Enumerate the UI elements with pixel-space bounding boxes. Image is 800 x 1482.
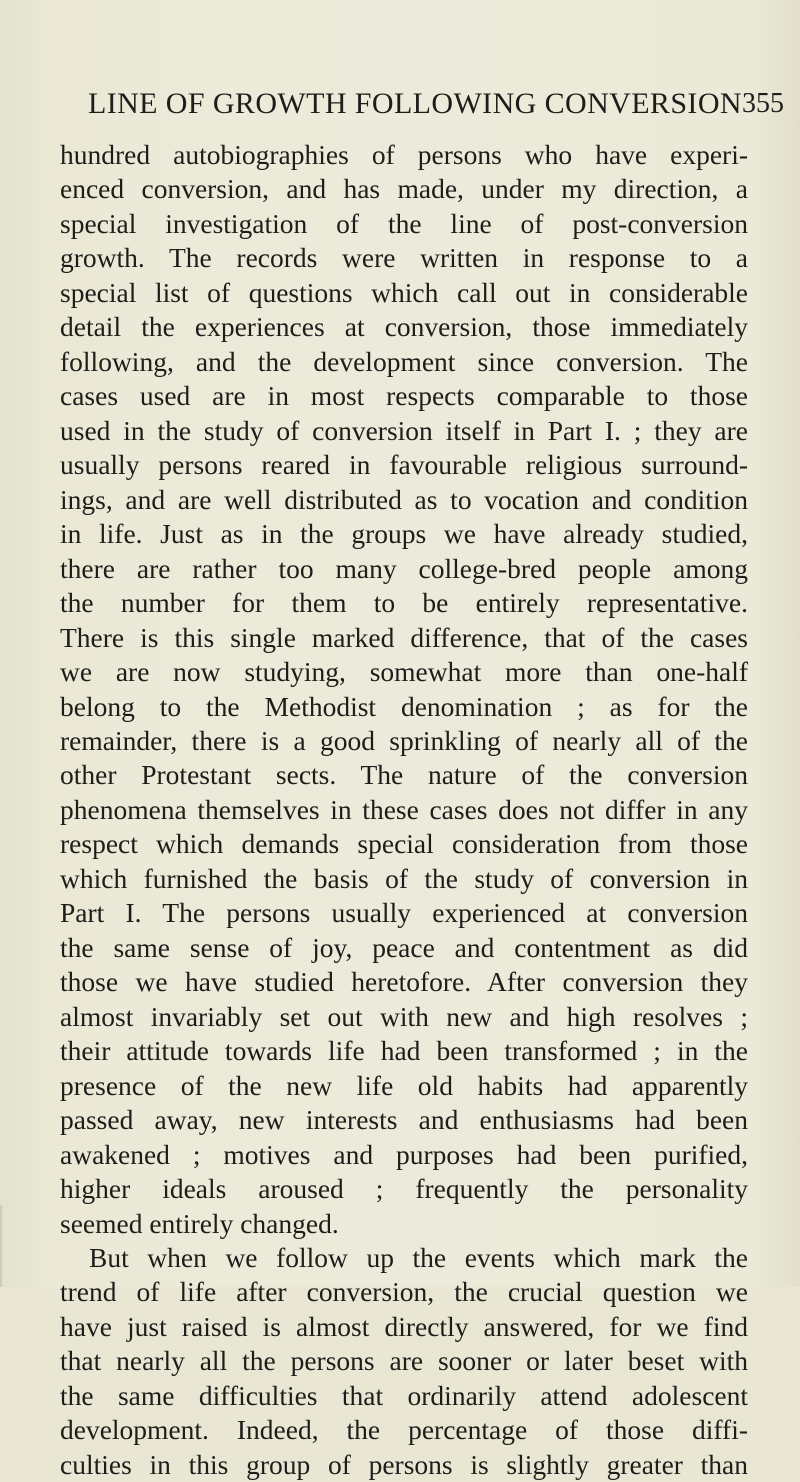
text-line: hundred autobiographies of persons who have experi-	[60, 139, 748, 170]
text-line: there are rather too many college-bred people among	[60, 552, 748, 584]
page-number: 355	[741, 88, 784, 119]
text-line: the same sense of joy, peace and contentment as did	[60, 931, 748, 963]
text-line: the number for them to be entirely representative.	[60, 587, 748, 619]
text-line: Part I. The persons usually experienced at conversion	[60, 897, 748, 929]
text-line: remainder, there is a good sprinkling of nearly all of the	[60, 724, 748, 756]
text-line: enced conversion, and has made, under my direction, a	[60, 173, 748, 205]
page-edge-shadow	[0, 1205, 2, 1287]
paragraph-end-line: seemed entirely changed.	[60, 1207, 339, 1239]
text-line: the same difficulties that ordinarily attend adolescent	[60, 1379, 748, 1411]
text-line: presence of the new life old habits had apparently	[60, 1069, 748, 1101]
text-line: respect which demands special consideration from those	[60, 828, 748, 860]
text-line: There is this single marked difference, that of the cases	[60, 621, 748, 653]
text-line: we are now studying, somewhat more than one-half	[60, 656, 748, 688]
text-line: special list of questions which call out in considerable	[60, 276, 748, 308]
text-line: phenomena themselves in these cases does not differ in any	[60, 793, 748, 825]
paragraph-start-line: But when we follow up the events which mark the	[89, 1242, 748, 1273]
text-line: cases used are in most respects comparable to those	[60, 380, 748, 412]
text-line: that nearly all the persons are sooner or later beset with	[60, 1345, 748, 1377]
running-head	[88, 82, 784, 126]
text-line: higher ideals aroused ; frequently the personality	[60, 1173, 748, 1205]
text-line: usually persons reared in favourable religious surround-	[60, 449, 748, 481]
text-line: trend of life after conversion, the crucial question we	[60, 1276, 748, 1308]
body-text	[60, 138, 748, 1482]
text-line: have just raised is almost directly answered, for we find	[60, 1310, 748, 1342]
text-line: in life. Just as in the groups we have already studied,	[60, 518, 748, 550]
text-line: development. Indeed, the percentage of those diffi-	[60, 1414, 748, 1446]
text-line: growth. The records were written in response to a	[60, 242, 748, 274]
text-line: which furnished the basis of the study of conversion in	[60, 862, 748, 894]
text-line: their attitude towards life had been transformed ; in the	[60, 1035, 748, 1067]
text-line: belong to the Methodist denomination ; as for the	[60, 690, 748, 722]
text-line: detail the experiences at conversion, those immediately	[60, 311, 748, 343]
text-line: culties in this group of persons is slightly greater than	[60, 1448, 748, 1480]
text-line: awakened ; motives and purposes had been purified,	[60, 1138, 748, 1170]
text-line: almost invariably set out with new and high resolves ;	[60, 1000, 748, 1032]
text-line: ings, and are well distributed as to vocation and condition	[60, 483, 748, 515]
text-line: passed away, new interests and enthusiasms had been	[60, 1104, 748, 1136]
text-line: other Protestant sects. The nature of the conversion	[60, 759, 748, 791]
text-line: those we have studied heretofore. After conversion they	[60, 966, 748, 998]
text-line: special investigation of the line of post-conversion	[60, 207, 748, 239]
text-line: used in the study of conversion itself in Part I. ; they are	[60, 414, 748, 446]
running-head-title: LINE OF GROWTH FOLLOWING CONVERSION	[88, 87, 742, 120]
text-line: following, and the development since conversion. The	[60, 345, 748, 377]
